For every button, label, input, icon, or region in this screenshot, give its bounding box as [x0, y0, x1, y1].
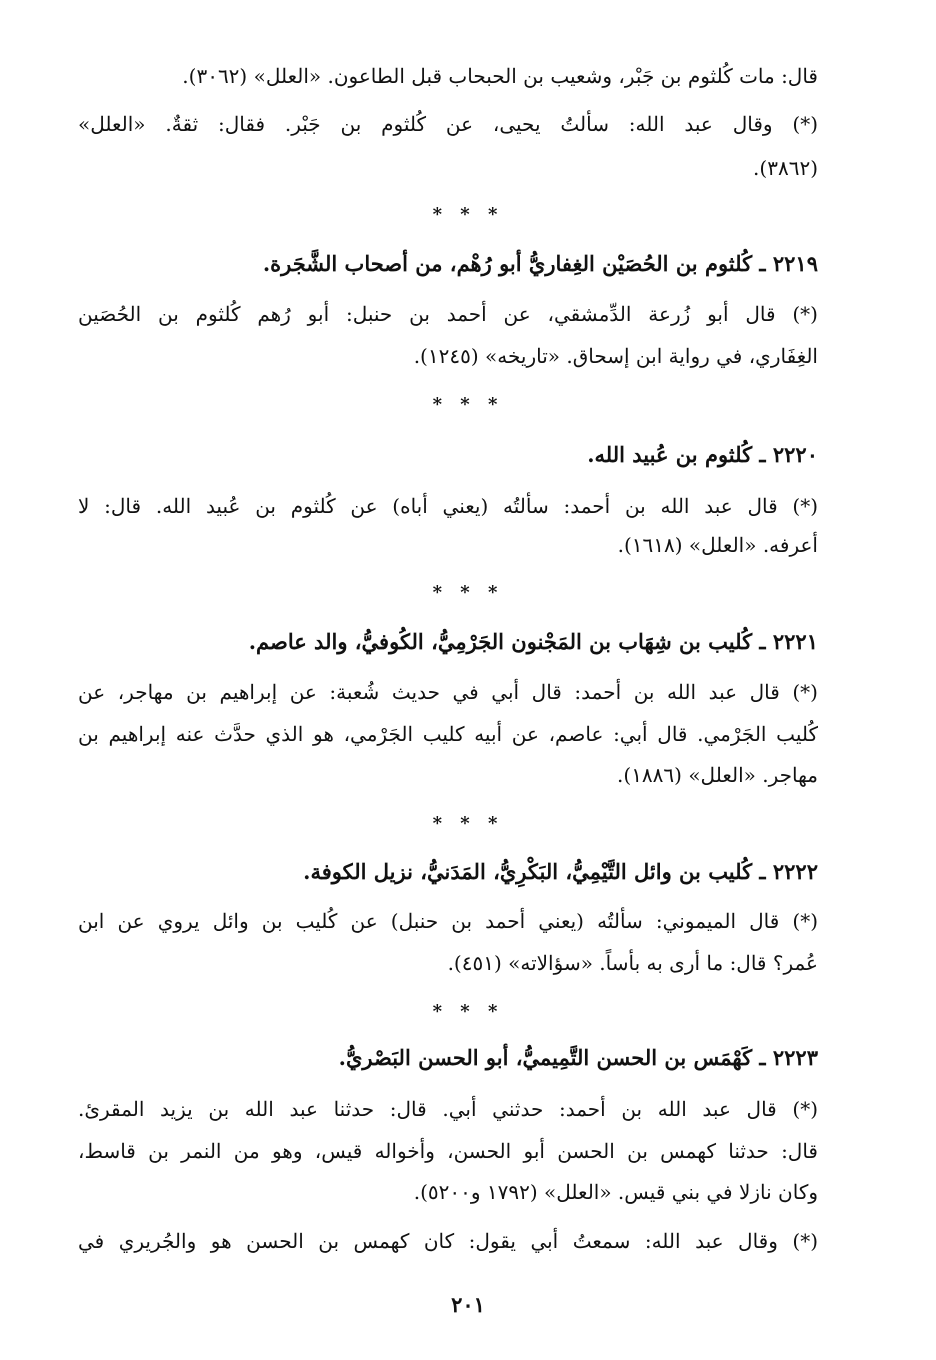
text-line: قال: مات كُلثوم بن جَبْر، وشعيب بن الحبحاب قبل الطاعون. «العلل» (٣٠٦٢).	[182, 64, 818, 88]
text-line: الغِفَاري، في رواية ابن إسحاق. «تاريخه» (١٢٤٥).	[413, 344, 818, 368]
text-line: قال: حدثنا كهمس بن الحسن أبو الحسن، وأخواله قيس، وهو من النمر بن قاسط،	[78, 1139, 818, 1163]
section-separator: * * *	[432, 204, 504, 225]
entry-heading: ٢٢١٩ ـ كُلثوم بن الحُصَيْن الغِفاريُّ أبو رُهْم، من أصحاب الشَّجَرة.	[262, 251, 818, 276]
text-line: (*) قال عبد الله بن أحمد: سألتُه (يعني أباه) عن كُلثوم بن عُبيد الله. قال: لا	[78, 494, 818, 518]
text-line: أعرفه. «العلل» (١٦١٨).	[617, 533, 818, 557]
text-line: (*) قال عبد الله بن أحمد: قال أبي في حديث شُعبة: عن إبراهيم بن مهاجر، عن	[78, 680, 818, 704]
text-line: (٣٨٦٢).	[753, 156, 818, 180]
section-separator: * * *	[432, 582, 504, 603]
text-line: عُمر؟ قال: ما أرى به بأساً. «سؤالاته» (٤٥١).	[447, 951, 818, 975]
text-line: وكان نازلا في بني قيس. «العلل» (١٧٩٢ و٥٢٠٠).	[413, 1180, 818, 1204]
entry-heading: ٢٢٢٣ ـ كَهْمَس بن الحسن التَّمِيميُّ، أبو الحسن البَصْريُّ.	[338, 1045, 818, 1070]
text-line: (*) قال الميموني: سألتُه (يعني أحمد بن حنبل) عن كُليب بن وائل يروي عن ابن	[78, 909, 818, 933]
section-separator: * * *	[432, 394, 504, 415]
text-line: مهاجر. «العلل» (١٨٨٦).	[617, 763, 818, 787]
text-line: (*) قال عبد الله بن أحمد: حدثني أبي. قال: حدثنا عبد الله بن يزيد المقرئ.	[78, 1097, 818, 1121]
text-line: (*) وقال عبد الله: سألتُ يحيى، عن كُلثوم بن جَبْر. فقال: ثقةٌ. «العلل»	[78, 112, 818, 136]
text-line: كُليب الجَرْمي. قال أبي: عاصم، عن أبيه كليب الجَرْمي، هو الذي حدَّث عنه إبراهيم بن	[78, 722, 818, 746]
section-separator: * * *	[432, 813, 504, 834]
text-line: (*) قال أبو زُرعة الدِّمشقي، عن أحمد بن حنبل: أبو رُهم كُلثوم بن الحُصَين	[78, 302, 818, 326]
entry-heading: ٢٢٢١ ـ كُليب بن شِهَاب بن المَجْنون الجَرْمِيُّ، الكُوفيُّ، والد عاصم.	[248, 629, 818, 654]
entry-heading: ٢٢٢٢ ـ كُليب بن وائل التَّيْمِيُّ، البَكْرِيُّ، المَدَنيُّ، نزيل الكوفة.	[303, 859, 818, 884]
text-line: (*) وقال عبد الله: سمعتُ أبي يقول: كان كهمس بن الحسن هو والجُريري في	[78, 1229, 818, 1253]
page-number: ٢٠١	[451, 1292, 485, 1317]
entry-heading: ٢٢٢٠ ـ كُلثوم بن عُبيد الله.	[587, 442, 818, 467]
section-separator: * * *	[432, 1001, 504, 1022]
